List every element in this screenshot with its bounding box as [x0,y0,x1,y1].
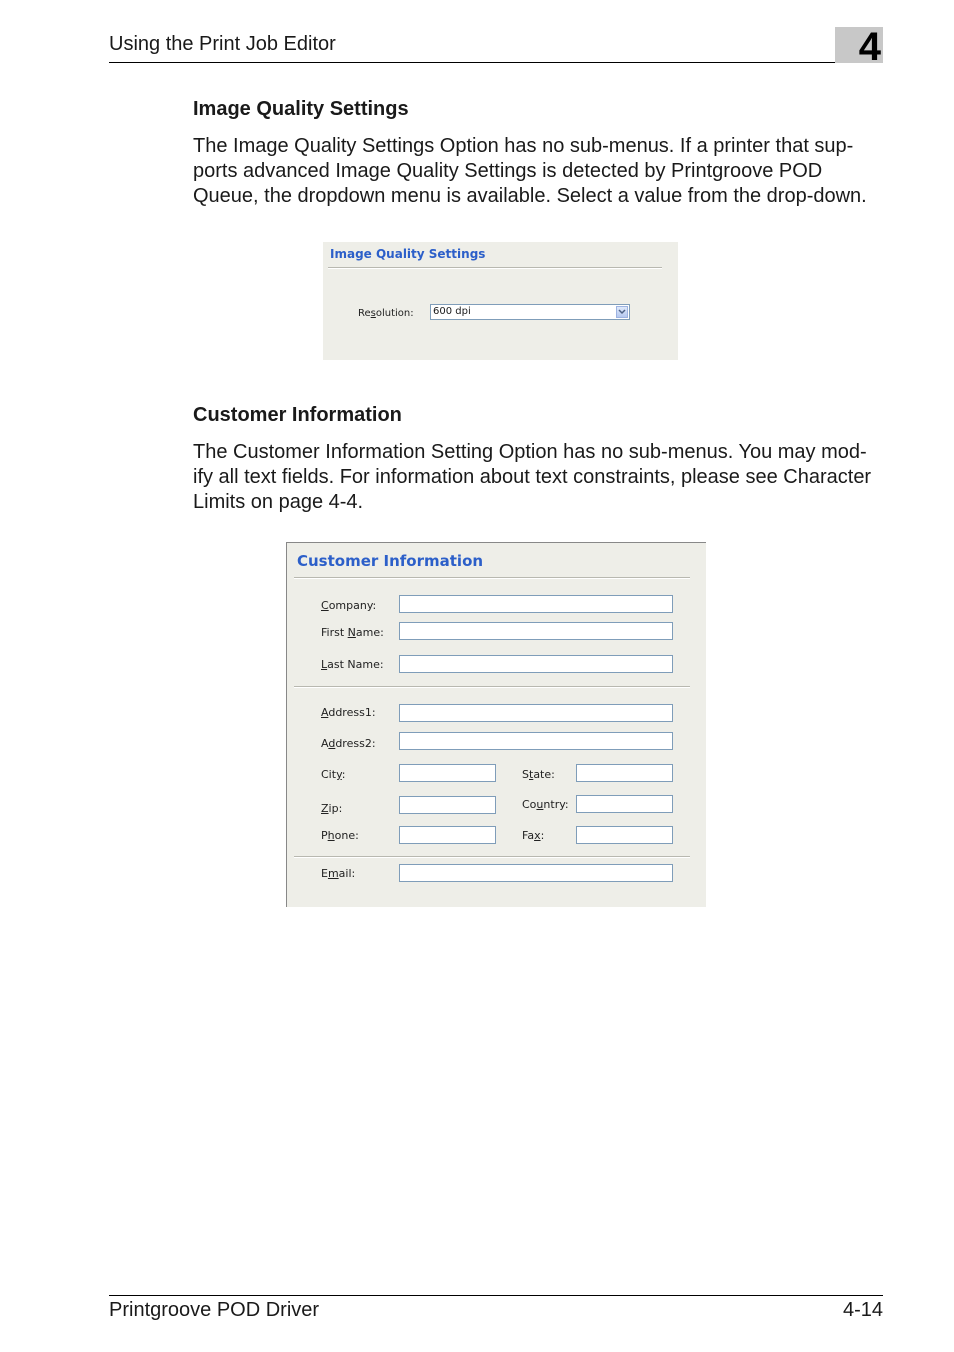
paragraph-line: Queue, the dropdown menu is available. Select a value from the drop-down. [193,185,867,207]
last-name-label: Last Name: [321,658,384,671]
state-field[interactable] [576,764,673,782]
address1-field[interactable] [399,704,673,722]
chapter-number: 4 [858,25,881,69]
resolution-label: Resolution: [358,308,414,319]
country-label: Country: [522,798,569,811]
image-quality-panel [323,242,678,360]
panel-divider [328,267,662,269]
address1-label: Address1: [321,706,376,719]
paragraph-line: The Image Quality Settings Option has no sub-menus. If a printer that sup- [193,135,854,157]
city-label: City: [321,768,346,781]
panel-title: Image Quality Settings [330,247,486,261]
section-divider [294,686,690,688]
panel-title: Customer Information [297,552,484,570]
company-label: Company: [321,599,377,612]
address2-field[interactable] [399,732,673,750]
address2-label: Address2: [321,737,376,750]
customer-info-panel [286,542,706,907]
customer-info-paragraph [193,440,885,515]
footer-rule [109,1295,883,1296]
last-name-field[interactable] [399,655,673,673]
zip-field[interactable] [399,796,496,814]
city-field[interactable] [399,764,496,782]
fax-field[interactable] [576,826,673,844]
page-number: 4-14 [842,1299,883,1321]
phone-field[interactable] [399,826,496,844]
chevron-down-icon[interactable] [616,306,628,318]
paragraph-line: ports advanced Image Quality Settings is detected by Printgroove POD [193,160,823,182]
country-field[interactable] [576,795,673,813]
state-label: State: [522,768,555,781]
fax-label: Fax: [522,829,545,842]
first-name-field[interactable] [399,622,673,640]
paragraph-line: The Customer Information Setting Option has no sub-menus. You may mod- [193,441,867,463]
company-field[interactable] [399,595,673,613]
section-divider [294,856,690,858]
panel-divider [294,577,690,579]
resolution-dropdown[interactable] [430,304,630,320]
email-label: Email: [321,867,356,880]
email-field[interactable] [399,864,673,882]
phone-label: Phone: [321,829,359,842]
image-quality-paragraph [193,134,885,209]
footer-title: Printgroove POD Driver [109,1299,320,1321]
first-name-label: First Name: [321,626,384,639]
paragraph-line: ify all text fields. For information about text constraints, please see Character [193,466,872,488]
customer-info-heading: Customer Information [193,404,402,426]
image-quality-heading: Image Quality Settings [193,98,409,120]
running-header: Using the Print Job Editor [109,33,336,55]
resolution-value: 600 dpi [433,306,471,317]
zip-label: Zip: [321,802,343,815]
paragraph-line: Limits on page 4-4. [193,491,364,513]
chapter-tab [835,25,883,69]
header-rule [109,62,883,63]
